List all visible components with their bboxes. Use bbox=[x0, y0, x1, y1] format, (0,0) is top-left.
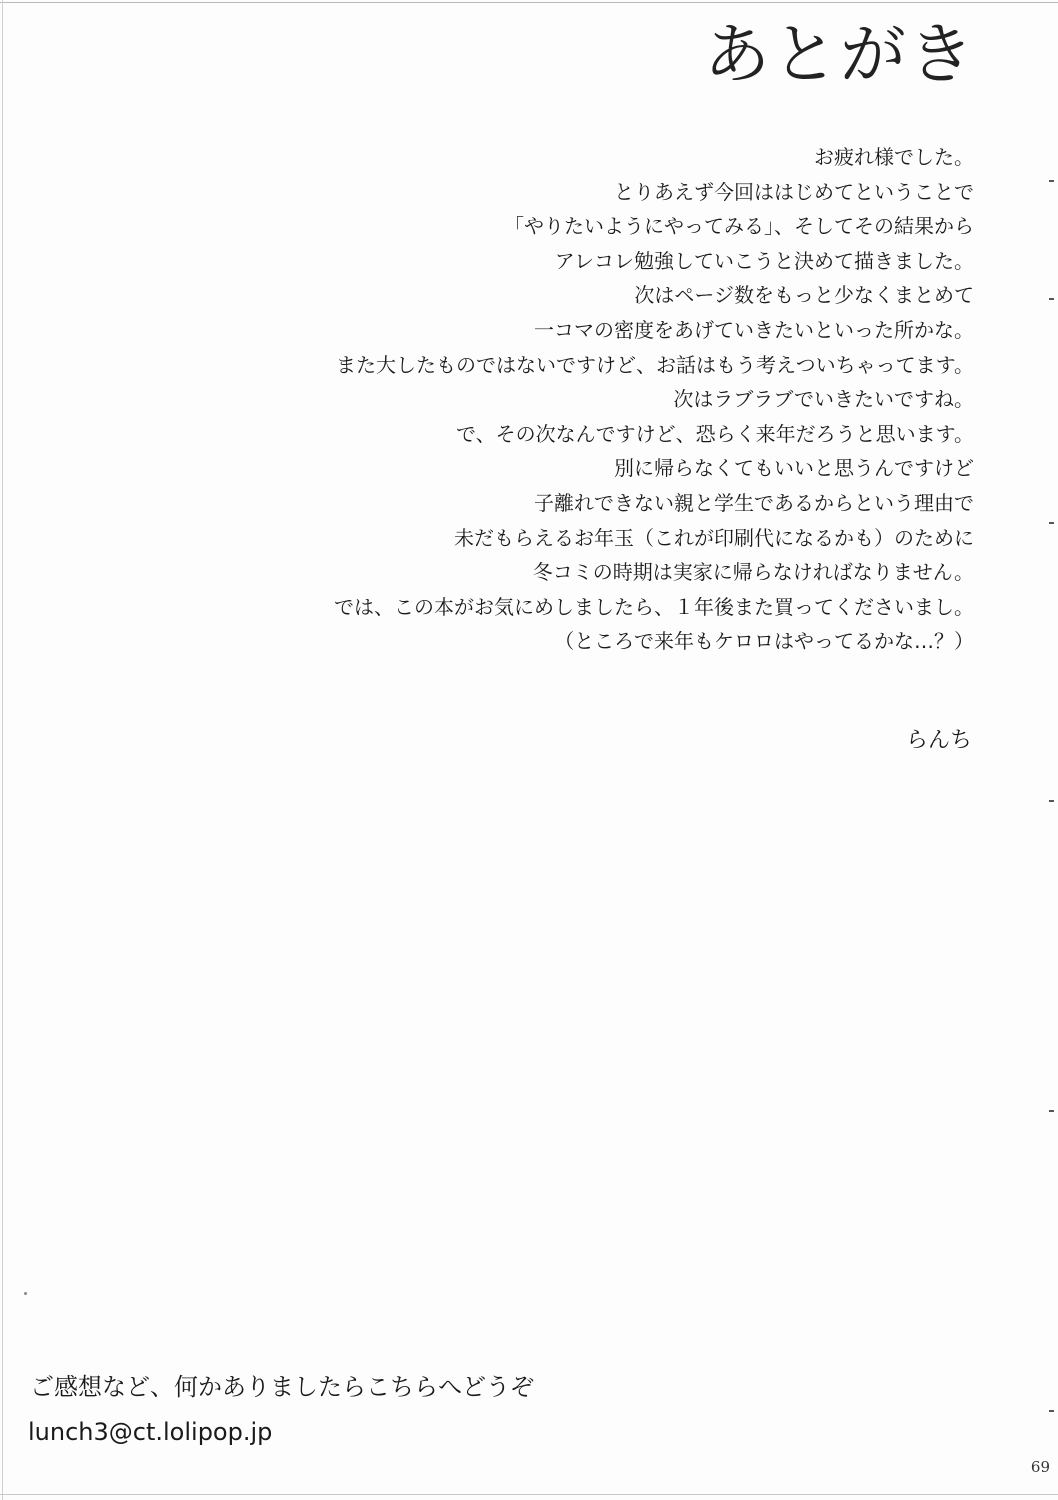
author-signature: らんち bbox=[905, 728, 972, 753]
body-line: 子離れできない親と学生であるからという理由で bbox=[534, 490, 974, 515]
margin-mark bbox=[1049, 522, 1054, 524]
body-line: 「やりたいようにやってみる」、そしてその結果から bbox=[504, 214, 974, 239]
page-edge-bottom bbox=[0, 1494, 1058, 1495]
body-line: 一コマの密度をあげていきたいといった所かな。 bbox=[534, 317, 974, 342]
body-line: 未だもらえるお年玉（これが印刷代になるかも）のために bbox=[454, 525, 974, 550]
body-line: お疲れ様でした。 bbox=[814, 145, 974, 169]
margin-mark bbox=[1049, 180, 1054, 182]
contact-email-link[interactable]: lunch3@ct.lolipop.jp bbox=[28, 1418, 273, 1446]
body-line: 冬コミの時期は実家に帰らなければなりません。 bbox=[532, 560, 974, 585]
body-line: アレコレ勉強していこうと決めて描きました。 bbox=[554, 248, 974, 273]
margin-mark bbox=[1049, 1110, 1054, 1112]
body-line: また大したものではないですけど、お話はもう考えついちゃってます。 bbox=[336, 352, 974, 377]
body-line: 次はページ数をもっと少なくまとめて bbox=[634, 283, 974, 308]
page-number: 69 bbox=[1030, 1458, 1050, 1476]
margin-mark bbox=[1049, 1410, 1054, 1412]
page-edge-top bbox=[0, 2, 1058, 3]
body-line: では、この本がお気にめしましたら、１年後また買ってくださいまし。 bbox=[334, 594, 974, 619]
body-line: 別に帰らなくてもいいと思うんですけど bbox=[614, 456, 974, 481]
body-line: 次はラブラブでいきたいですね。 bbox=[673, 387, 974, 412]
margin-mark bbox=[1049, 800, 1054, 802]
body-line: （ところで来年もケロロはやってるかな…？） bbox=[554, 629, 974, 654]
page-edge-left bbox=[2, 0, 3, 1500]
scan-speck bbox=[24, 1292, 27, 1295]
contact-prompt: ご感想など、何かありましたらこちらへどうぞ bbox=[30, 1373, 534, 1401]
body-line: とりあえず今回ははじめてということで bbox=[614, 179, 974, 204]
margin-mark bbox=[1049, 298, 1054, 300]
page-title: あとがき bbox=[704, 16, 976, 93]
afterword-body bbox=[214, 140, 974, 659]
body-line: で、その次なんですけど、恐らく来年だろうと思います。 bbox=[456, 421, 974, 446]
